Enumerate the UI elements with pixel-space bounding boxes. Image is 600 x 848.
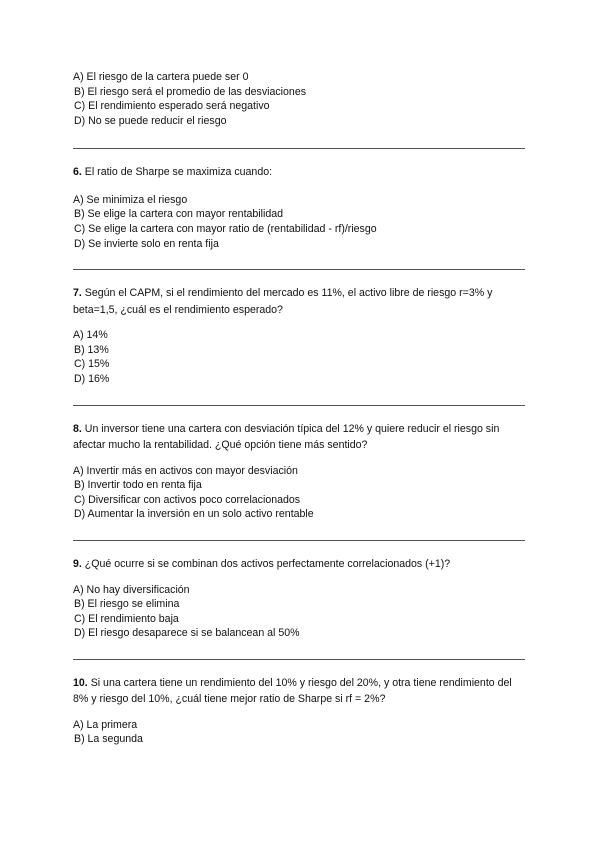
question-number: 6. — [73, 166, 82, 179]
question-body: Si una cartera tiene un rendimiento del 10% y riesgo del 20%, y otra tiene rendimiento del 8% y riesgo del 10%, ¿cuál tiene mejor ratio de Sharpe si rf = 2%? — [73, 676, 512, 706]
option-d: D) El riesgo desaparece si se balancean al 50% — [74, 627, 300, 640]
option-c: C) Se elige la cartera con mayor ratio de (rentabilidad - rf)/riesgo — [74, 223, 377, 236]
question-number: 7. — [73, 287, 82, 300]
question-text — [73, 675, 525, 708]
option-b: B) Invertir todo en renta fija — [74, 479, 202, 492]
q5-option-a: A) El riesgo de la cartera puede ser 0 — [73, 71, 249, 83]
question-body: El ratio de Sharpe se maximiza cuando: — [84, 166, 273, 179]
option-d: D) 16% — [74, 373, 110, 386]
question-number: 9. — [73, 558, 82, 570]
question-number: 10. — [73, 676, 88, 689]
q5-option-d: D) No se puede reducir el riesgo — [74, 114, 227, 127]
question-text — [73, 556, 525, 573]
option-b: B) El riesgo se elimina — [74, 598, 180, 611]
question-7 — [73, 270, 525, 386]
question-text — [73, 421, 525, 454]
option-a: A) No hay diversificación — [73, 583, 190, 596]
option-c: C) 15% — [74, 358, 110, 371]
option-b: B) Se elige la cartera con mayor rentabilidad — [74, 208, 284, 221]
option-c: C) El rendimiento baja — [74, 612, 179, 625]
option-d: D) Se invierte solo en renta fija — [74, 237, 219, 250]
option-a: A) Invertir más en activos con mayor desviación — [73, 464, 298, 477]
option-d: D) Aumentar la inversión en un solo activo rentable — [74, 508, 314, 521]
exam-page — [73, 70, 525, 747]
option-a: A) 14% — [73, 329, 108, 342]
question-text — [73, 285, 525, 318]
q5-option-b: B) El riesgo será el promedio de las desviaciones — [74, 85, 307, 98]
question-text — [73, 164, 525, 181]
q5-option-c: C) El rendimiento esperado será negativo — [74, 100, 270, 113]
question-body: Según el CAPM, si el rendimiento del mercado es 11%, el activo libre de riesgo r=3% y beta=1,5, ¿cuál es el rendimiento esperado? — [73, 287, 493, 316]
option-a: A) Se minimiza el riesgo — [73, 193, 188, 206]
option-a: A) La primera — [73, 718, 138, 731]
option-b: B) 13% — [74, 343, 109, 356]
question-8 — [73, 406, 525, 522]
question-6 — [73, 149, 525, 251]
question-number: 8. — [73, 422, 82, 435]
question-10 — [73, 660, 525, 747]
option-b: B) La segunda — [74, 733, 143, 746]
question-9 — [73, 541, 525, 641]
question-body: ¿Qué ocurre si se combinan dos activos perfectamente correlacionados (+1)? — [84, 558, 451, 570]
option-c: C) Diversificar con activos poco correlacionados — [74, 493, 301, 506]
q5-options — [73, 70, 525, 128]
question-body: Un inversor tiene una cartera con desviación típica del 12% y quiere reducir el riesgo sin afectar mucho la rentabilidad. ¿Qué opción tiene más sentido? — [73, 422, 500, 452]
